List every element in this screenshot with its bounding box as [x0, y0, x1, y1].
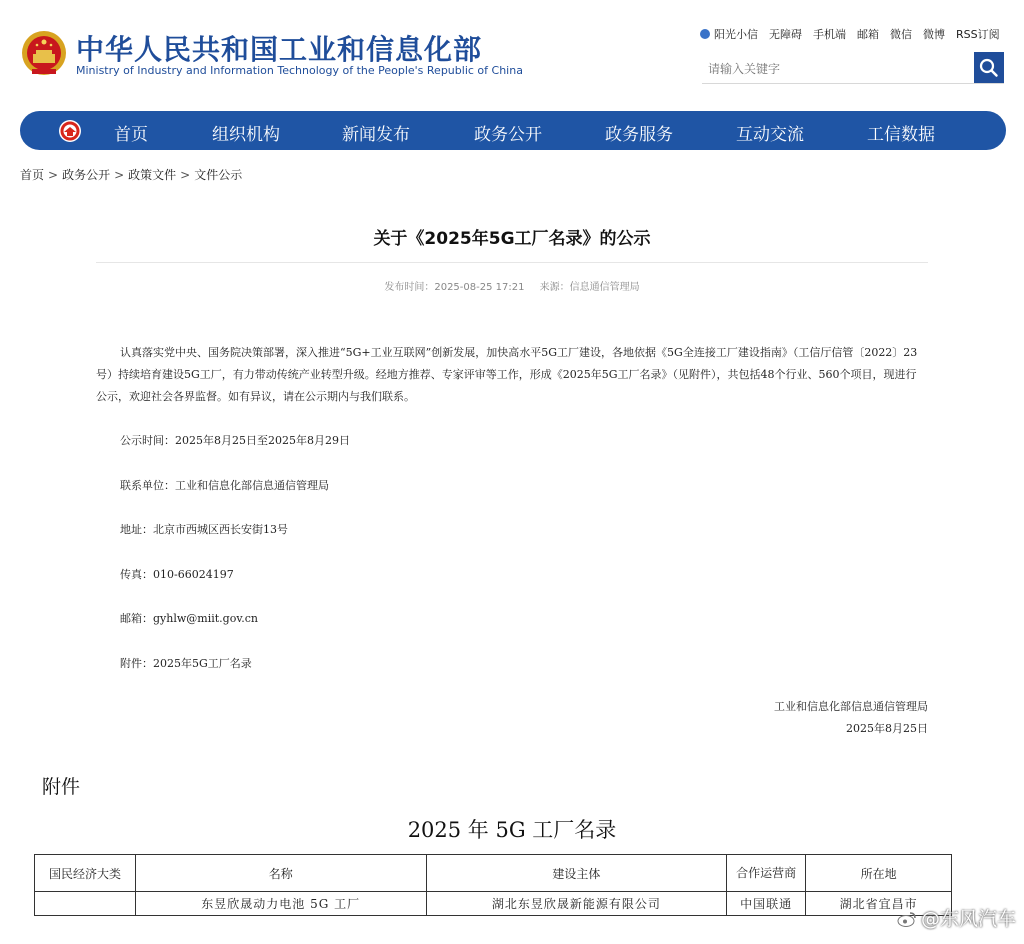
top-links — [700, 26, 1011, 42]
table-cell: 中国联通 — [727, 892, 806, 916]
watermark-text: @东风汽车 — [920, 908, 1016, 930]
factory-table — [34, 854, 952, 916]
nav-item-gov-affairs[interactable]: 政务公开 — [474, 125, 542, 145]
site-title: 中华人民共和国工业和信息化部 — [76, 33, 483, 66]
site-subtitle: Ministry of Industry and Information Technology of the People's Republic of China — [76, 64, 523, 77]
column-header-builder: 建设主体 — [426, 855, 727, 892]
article-paragraph: 认真落实党中央、国务院决策部署，深入推进“5G+工业互联网”创新发展，加快高水平5G工厂建设，各地依据《5G全连接工厂建设指南》（工信厅信管〔2022〕23号）持续培育建设5G工厂，有力带动传统产业转型升级。经地方推荐、专家评审等工作，形成《2025年5G工厂名录》（见附件），共包括48个行业、560个项目，现进行公示，欢迎社会各界监督。如有异议，请在公示期内与我们联系。 — [96, 346, 918, 403]
breadcrumb-separator: > — [114, 168, 125, 182]
column-header-industry: 国民经济大类 — [35, 855, 136, 892]
annex-label: 附件 — [42, 776, 81, 798]
top-link-mailbox[interactable]: 邮箱 — [857, 28, 879, 41]
article-meta — [0, 278, 1024, 293]
breadcrumb-current[interactable]: 文件公示 — [194, 168, 243, 182]
search-input[interactable] — [706, 58, 970, 80]
top-link-mobile[interactable]: 手机端 — [813, 28, 846, 41]
nav-item-organization[interactable]: 组织机构 — [212, 125, 280, 145]
nav-item-home[interactable]: 首页 — [114, 125, 148, 145]
search-button[interactable] — [974, 52, 1004, 83]
contact-email: 邮箱：gyhlw@miit.gov.cn — [120, 612, 258, 625]
search-icon — [974, 52, 1004, 83]
table-row — [35, 892, 952, 916]
breadcrumb-separator: > — [48, 168, 59, 182]
annex-title: 2025 年 5G 工厂名录 — [407, 818, 617, 842]
watermark — [897, 904, 1016, 931]
search-bar — [702, 52, 1004, 84]
title-divider — [96, 262, 928, 263]
table-cell: 东昱欣晟动力电池 5G 工厂 — [135, 892, 426, 916]
table-cell: 湖北东昱欣晟新能源有限公司 — [426, 892, 727, 916]
main-nav — [20, 111, 1006, 150]
signature: 工业和信息化部信息通信管理局 — [774, 700, 928, 713]
breadcrumb-gov-affairs[interactable]: 政务公开 — [62, 168, 111, 182]
contact-unit: 联系单位：工业和信息化部信息通信管理局 — [120, 479, 329, 492]
column-header-operator: 合作运营商 — [727, 855, 806, 892]
national-emblem-icon — [20, 28, 68, 78]
top-link-accessibility[interactable]: 无障碍 — [769, 28, 802, 41]
nav-item-news[interactable]: 新闻发布 — [342, 125, 410, 145]
article-title: 关于《2025年5G工厂名录》的公示 — [373, 229, 651, 249]
top-link-wechat[interactable]: 微信 — [890, 28, 912, 41]
sunshine-icon — [700, 29, 710, 39]
article-source: 来源：信息通信管理局 — [539, 282, 640, 293]
breadcrumb-separator: > — [180, 168, 191, 182]
contact-address: 地址：北京市西城区西长安街13号 — [120, 523, 288, 536]
signature-date: 2025年8月25日 — [846, 722, 928, 735]
table-cell — [35, 892, 136, 916]
miit-logo-icon — [58, 119, 82, 143]
attachment-link[interactable]: 附件：2025年5G工厂名录 — [120, 657, 252, 670]
publish-time: 发布时间：2025-08-25 17:21 — [384, 282, 525, 293]
table-cell: 湖北省宜昌市 — [806, 892, 952, 916]
breadcrumb — [20, 166, 242, 183]
top-link-rss[interactable]: RSS订阅 — [956, 28, 1000, 41]
nav-item-data[interactable]: 工信数据 — [867, 125, 935, 145]
contact-fax: 传真：010-66024197 — [120, 568, 234, 581]
top-link-weibo[interactable]: 微博 — [923, 28, 945, 41]
breadcrumb-home[interactable]: 首页 — [20, 168, 45, 182]
weibo-icon — [897, 911, 917, 927]
column-header-name: 名称 — [135, 855, 426, 892]
top-link-sunshine[interactable]: 阳光小信 — [700, 26, 758, 42]
nav-item-interaction[interactable]: 互动交流 — [736, 125, 804, 145]
notice-period: 公示时间：2025年8月25日至2025年8月29日 — [120, 434, 350, 447]
nav-item-gov-services[interactable]: 政务服务 — [605, 125, 673, 145]
column-header-location: 所在地 — [806, 855, 952, 892]
table-header-row — [35, 855, 952, 892]
breadcrumb-policy[interactable]: 政策文件 — [128, 168, 177, 182]
